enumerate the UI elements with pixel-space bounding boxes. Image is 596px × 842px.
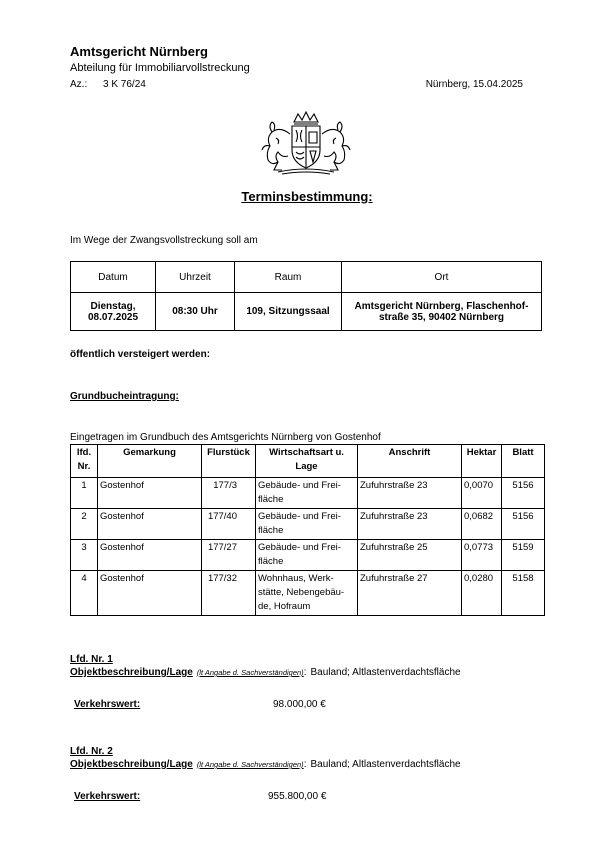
col-nr-label: Nr. [77,461,91,472]
col-lfd-label: lfd. [76,447,92,458]
cell-gemarkung: Gostenhof [98,509,202,540]
header-time: Uhrzeit [156,262,235,293]
col-flurstueck: Flurstück [202,445,256,478]
header-date: Datum [71,262,156,293]
document-title: Terminsbestimmung: [241,189,373,204]
appointment-weekday: Dienstag, [90,300,136,312]
lot-description-line [70,759,461,770]
lot-description-note: (lt Angabe d. Sachverständigen) [196,760,304,769]
appointment-table [70,261,542,331]
cell-anschrift: Zufuhrstraße 23 [358,509,462,540]
land-register-row [71,478,545,509]
land-register-row [71,509,545,540]
cell-flurstueck: 177/27 [202,540,256,571]
col-anschrift: Anschrift [358,445,462,478]
court-name: Amtsgericht Nürnberg [70,44,208,59]
auction-text: öffentlich versteigert werden: [70,349,211,360]
cell-lfd-nr: 1 [71,478,98,509]
land-register-row [71,571,545,616]
cell-blatt: 5156 [502,509,545,540]
header-room: Raum [235,262,342,293]
cell-wirtschaftsart-line: stätte, Nebengebäu- [258,587,345,598]
cell-hektar: 0,0070 [462,478,502,509]
lot-title: Lfd. Nr. 1 [70,654,113,665]
cell-anschrift: Zufuhrstraße 27 [358,571,462,616]
cell-lfd-nr: 3 [71,540,98,571]
appointment-time: 08:30 Uhr [156,293,235,331]
col-lage-label: Lage [295,461,318,472]
cell-flurstueck: 177/3 [202,478,256,509]
appointment-room: 109, Sitzungssaal [235,293,342,331]
appointment-location-line1: Amtsgericht Nürnberg, Flaschenhof- [354,300,529,312]
appointment-location [342,293,542,331]
lot-description-value: Bauland; Altlastenverdachtsfläche [310,667,461,678]
cell-wirtschaftsart [256,509,358,540]
place-and-date: Nürnberg, 15.04.2025 [425,79,523,90]
cell-gemarkung: Gostenhof [98,540,202,571]
cell-wirtschaftsart-line: Gebäude- und Frei- [258,511,341,522]
coat-of-arms-logo [260,110,352,178]
cell-anschrift: Zufuhrstraße 23 [358,478,462,509]
cell-wirtschaftsart-line: fläche [258,525,284,536]
cell-gemarkung: Gostenhof [98,571,202,616]
col-wirtschaftsart [256,445,358,478]
cell-blatt: 5158 [502,571,545,616]
cell-anschrift: Zufuhrstraße 25 [358,540,462,571]
lot-description-separator: : [303,759,307,770]
col-gemarkung: Gemarkung [98,445,202,478]
cell-wirtschaftsart-line: Wohnhaus, Werk- [258,573,334,584]
cell-wirtschaftsart-line: Gebäude- und Frei- [258,542,341,553]
cell-flurstueck: 177/32 [202,571,256,616]
appointment-row [71,293,542,331]
cell-lfd-nr: 4 [71,571,98,616]
lot-description-line [70,667,461,678]
cell-hektar: 0,0280 [462,571,502,616]
lot-description-label: Objektbeschreibung/Lage [70,667,193,678]
col-lfd-nr [71,445,98,478]
cell-lfd-nr: 2 [71,509,98,540]
land-register-row [71,540,545,571]
market-value: 98.000,00 € [273,699,326,710]
cell-hektar: 0,0773 [462,540,502,571]
cell-wirtschaftsart [256,571,358,616]
appointment-location-line2: straße 35, 90402 Nürnberg [378,311,505,323]
land-register-heading: Grundbucheintragung: [70,391,179,402]
intro-text: Im Wege der Zwangsvollstreckung soll am [70,235,258,246]
cell-wirtschaftsart-line: fläche [258,494,284,505]
appointment-header-row [71,262,542,293]
cell-blatt: 5156 [502,478,545,509]
lot-description-separator: : [303,667,307,678]
col-wirtschaftsart-label: Wirtschaftsart u. [269,447,344,458]
col-hektar: Hektar [462,445,502,478]
header-location: Ort [342,262,542,293]
land-register-table [70,444,545,616]
file-number-value: 3 K 76/24 [103,79,146,90]
cell-gemarkung: Gostenhof [98,478,202,509]
cell-wirtschaftsart [256,478,358,509]
lot-description-label: Objektbeschreibung/Lage [70,759,193,770]
appointment-date-value: 08.07.2025 [87,311,139,323]
land-register-header-row [71,445,545,478]
cell-wirtschaftsart [256,540,358,571]
cell-flurstueck: 177/40 [202,509,256,540]
lot-description-value: Bauland; Altlastenverdachtsfläche [310,759,461,770]
cell-wirtschaftsart-line: Gebäude- und Frei- [258,480,341,491]
file-number-label: Az.: [70,79,88,90]
lot-title: Lfd. Nr. 2 [70,746,113,757]
appointment-date [71,293,156,331]
cell-wirtschaftsart-line: fläche [258,556,284,567]
col-blatt: Blatt [502,445,545,478]
cell-hektar: 0,0682 [462,509,502,540]
cell-blatt: 5159 [502,540,545,571]
lot-description-note: (lt Angabe d. Sachverständigen) [196,668,304,677]
department-name: Abteilung für Immobiliarvollstreckung [70,62,250,74]
registered-text: Eingetragen im Grundbuch des Amtsgerichts Nürnberg von Gostenhof [70,432,381,443]
market-value: 955.800,00 € [268,791,327,802]
market-value-label: Verkehrswert: [74,699,141,710]
market-value-label: Verkehrswert: [74,791,141,802]
cell-wirtschaftsart-line: de, Hofraum [258,601,311,612]
